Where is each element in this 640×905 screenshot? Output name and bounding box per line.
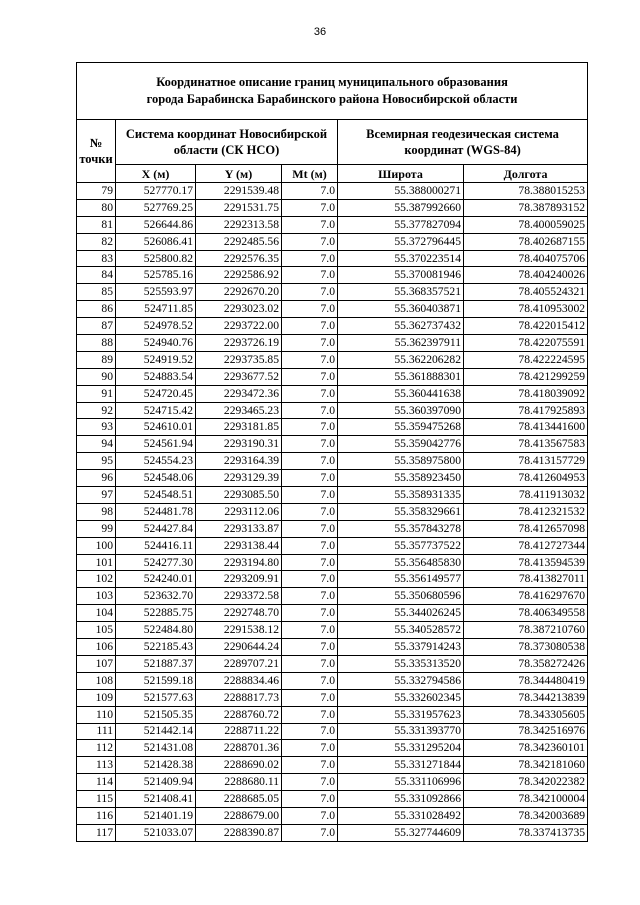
y-cell: 2292576.35 [196, 250, 282, 267]
y-cell: 2292485.56 [196, 233, 282, 250]
point-number-cell: 107 [77, 655, 116, 672]
table-row [77, 385, 588, 402]
longitude-cell: 78.342181060 [464, 757, 588, 774]
mt-cell: 7.0 [282, 706, 338, 723]
latitude-cell: 55.331271844 [338, 757, 464, 774]
mt-cell: 7.0 [282, 807, 338, 824]
latitude-cell: 55.360403871 [338, 301, 464, 318]
mt-cell: 7.0 [282, 588, 338, 605]
y-cell: 2288701.36 [196, 740, 282, 757]
x-cell: 524940.76 [116, 335, 196, 352]
latitude-cell: 55.331028492 [338, 807, 464, 824]
y-cell: 2288834.46 [196, 672, 282, 689]
latitude-cell: 55.358975800 [338, 453, 464, 470]
point-number-cell: 94 [77, 436, 116, 453]
local-system-header: Система координат Новосибирской области (СК НСО) [116, 120, 338, 165]
latitude-cell: 55.335313520 [338, 655, 464, 672]
table-row [77, 233, 588, 250]
mt-cell: 7.0 [282, 740, 338, 757]
mt-cell: 7.0 [282, 470, 338, 487]
longitude-cell: 78.402687155 [464, 233, 588, 250]
mt-cell: 7.0 [282, 250, 338, 267]
x-cell: 525785.16 [116, 267, 196, 284]
longitude-cell: 78.404075706 [464, 250, 588, 267]
mt-cell: 7.0 [282, 183, 338, 200]
table-body [77, 183, 588, 842]
latitude-header: Широта [338, 165, 464, 183]
y-cell: 2293726.19 [196, 335, 282, 352]
point-number-cell: 82 [77, 233, 116, 250]
latitude-cell: 55.331106996 [338, 774, 464, 791]
latitude-cell: 55.360441638 [338, 385, 464, 402]
world-system-header: Всемирная геодезическая система координат (WGS-84) [338, 120, 588, 165]
point-number-cell: 87 [77, 318, 116, 335]
table-title [77, 63, 588, 120]
x-cell: 524720.45 [116, 385, 196, 402]
mt-cell: 7.0 [282, 622, 338, 639]
latitude-cell: 55.331295204 [338, 740, 464, 757]
y-cell: 2291539.48 [196, 183, 282, 200]
y-cell: 2292586.92 [196, 267, 282, 284]
longitude-cell: 78.342003689 [464, 807, 588, 824]
longitude-cell: 78.411913032 [464, 487, 588, 504]
longitude-cell: 78.404240026 [464, 267, 588, 284]
point-number-cell: 113 [77, 757, 116, 774]
mt-cell: 7.0 [282, 639, 338, 656]
point-number-header-line-2: точки [79, 152, 113, 166]
mt-cell: 7.0 [282, 233, 338, 250]
x-cell: 524554.23 [116, 453, 196, 470]
latitude-cell: 55.356149577 [338, 571, 464, 588]
longitude-cell: 78.337413735 [464, 824, 588, 841]
point-number-cell: 86 [77, 301, 116, 318]
point-number-cell: 112 [77, 740, 116, 757]
table-row [77, 622, 588, 639]
mt-cell: 7.0 [282, 385, 338, 402]
mt-cell: 7.0 [282, 672, 338, 689]
table-row [77, 520, 588, 537]
point-number-cell: 100 [77, 537, 116, 554]
x-cell: 521408.41 [116, 791, 196, 808]
longitude-cell: 78.342022382 [464, 774, 588, 791]
y-cell: 2293138.44 [196, 537, 282, 554]
longitude-cell: 78.413594539 [464, 554, 588, 571]
table-row [77, 487, 588, 504]
y-cell: 2292670.20 [196, 284, 282, 301]
point-number-cell: 92 [77, 402, 116, 419]
mt-cell: 7.0 [282, 554, 338, 571]
longitude-cell: 78.413827011 [464, 571, 588, 588]
latitude-cell: 55.332602345 [338, 689, 464, 706]
x-cell: 521033.07 [116, 824, 196, 841]
x-cell: 521505.35 [116, 706, 196, 723]
x-cell: 521599.18 [116, 672, 196, 689]
table-row [77, 351, 588, 368]
x-cell: 524481.78 [116, 503, 196, 520]
point-number-cell: 83 [77, 250, 116, 267]
table-row [77, 740, 588, 757]
latitude-cell: 55.331092866 [338, 791, 464, 808]
longitude-cell: 78.422224595 [464, 351, 588, 368]
mt-cell: 7.0 [282, 757, 338, 774]
table-row [77, 672, 588, 689]
longitude-cell: 78.342100004 [464, 791, 588, 808]
x-cell: 524548.51 [116, 487, 196, 504]
table-row [77, 824, 588, 841]
latitude-cell: 55.387992660 [338, 199, 464, 216]
y-cell: 2293194.80 [196, 554, 282, 571]
table-row [77, 436, 588, 453]
x-cell: 525800.82 [116, 250, 196, 267]
longitude-cell: 78.412727344 [464, 537, 588, 554]
point-number-cell: 98 [77, 503, 116, 520]
x-cell: 524715.42 [116, 402, 196, 419]
table-row [77, 807, 588, 824]
y-header: Y (м) [196, 165, 282, 183]
longitude-cell: 78.373080538 [464, 639, 588, 656]
point-number-cell: 95 [77, 453, 116, 470]
point-number-cell: 106 [77, 639, 116, 656]
table-row [77, 639, 588, 656]
latitude-cell: 55.356485830 [338, 554, 464, 571]
point-number-cell: 81 [77, 216, 116, 233]
y-cell: 2288817.73 [196, 689, 282, 706]
x-cell: 527769.25 [116, 199, 196, 216]
x-cell: 521428.38 [116, 757, 196, 774]
y-cell: 2288760.72 [196, 706, 282, 723]
latitude-cell: 55.337914243 [338, 639, 464, 656]
longitude-cell: 78.406349558 [464, 605, 588, 622]
latitude-cell: 55.361888301 [338, 368, 464, 385]
point-number-cell: 85 [77, 284, 116, 301]
page-number: 36 [313, 26, 327, 38]
title-line-2: города Барабинска Барабинского района Новосибирской области [146, 92, 518, 106]
longitude-cell: 78.412604953 [464, 470, 588, 487]
longitude-cell: 78.421299259 [464, 368, 588, 385]
point-number-cell: 80 [77, 199, 116, 216]
x-cell: 521442.14 [116, 723, 196, 740]
x-cell: 524416.11 [116, 537, 196, 554]
y-cell: 2293112.06 [196, 503, 282, 520]
x-cell: 523632.70 [116, 588, 196, 605]
latitude-cell: 55.360397090 [338, 402, 464, 419]
y-cell: 2293735.85 [196, 351, 282, 368]
mt-cell: 7.0 [282, 453, 338, 470]
latitude-cell: 55.359475268 [338, 419, 464, 436]
mt-cell: 7.0 [282, 267, 338, 284]
table-row [77, 774, 588, 791]
longitude-cell: 78.358272426 [464, 655, 588, 672]
point-number-cell: 84 [77, 267, 116, 284]
y-cell: 2293472.36 [196, 385, 282, 402]
longitude-cell: 78.413157729 [464, 453, 588, 470]
x-cell: 524561.94 [116, 436, 196, 453]
x-cell: 524610.01 [116, 419, 196, 436]
mt-cell: 7.0 [282, 419, 338, 436]
x-cell: 522185.43 [116, 639, 196, 656]
x-cell: 527770.17 [116, 183, 196, 200]
table-row [77, 588, 588, 605]
y-cell: 2288390.87 [196, 824, 282, 841]
longitude-cell: 78.422075591 [464, 335, 588, 352]
longitude-cell: 78.413567583 [464, 436, 588, 453]
mt-cell: 7.0 [282, 791, 338, 808]
mt-cell: 7.0 [282, 503, 338, 520]
mt-cell: 7.0 [282, 774, 338, 791]
point-number-cell: 93 [77, 419, 116, 436]
latitude-cell: 55.362206282 [338, 351, 464, 368]
x-cell: 521887.37 [116, 655, 196, 672]
point-number-cell: 102 [77, 571, 116, 588]
latitude-cell: 55.331393770 [338, 723, 464, 740]
point-number-cell: 101 [77, 554, 116, 571]
x-cell: 524548.06 [116, 470, 196, 487]
latitude-cell: 55.362737432 [338, 318, 464, 335]
mt-cell: 7.0 [282, 351, 338, 368]
y-cell: 2291531.75 [196, 199, 282, 216]
mt-cell: 7.0 [282, 605, 338, 622]
latitude-cell: 55.357737522 [338, 537, 464, 554]
point-number-cell: 114 [77, 774, 116, 791]
x-cell: 524427.84 [116, 520, 196, 537]
mt-cell: 7.0 [282, 402, 338, 419]
point-number-cell: 104 [77, 605, 116, 622]
longitude-cell: 78.342360101 [464, 740, 588, 757]
latitude-cell: 55.362397911 [338, 335, 464, 352]
longitude-cell: 78.416297670 [464, 588, 588, 605]
latitude-cell: 55.350680596 [338, 588, 464, 605]
x-cell: 521431.08 [116, 740, 196, 757]
latitude-cell: 55.344026245 [338, 605, 464, 622]
point-number-cell: 79 [77, 183, 116, 200]
y-cell: 2293465.23 [196, 402, 282, 419]
y-cell: 2292313.58 [196, 216, 282, 233]
mt-cell: 7.0 [282, 199, 338, 216]
x-cell: 521409.94 [116, 774, 196, 791]
x-cell: 526644.86 [116, 216, 196, 233]
mt-cell: 7.0 [282, 655, 338, 672]
table-row [77, 757, 588, 774]
latitude-cell: 55.327744609 [338, 824, 464, 841]
table-row [77, 250, 588, 267]
coordinates-table [76, 62, 588, 842]
y-cell: 2290644.24 [196, 639, 282, 656]
longitude-cell: 78.422015412 [464, 318, 588, 335]
longitude-cell: 78.413441600 [464, 419, 588, 436]
longitude-header: Долгота [464, 165, 588, 183]
table-row [77, 706, 588, 723]
table-row [77, 537, 588, 554]
x-cell: 522484.80 [116, 622, 196, 639]
x-cell: 526086.41 [116, 233, 196, 250]
table-row [77, 402, 588, 419]
y-cell: 2293190.31 [196, 436, 282, 453]
table-row [77, 419, 588, 436]
y-cell: 2289707.21 [196, 655, 282, 672]
latitude-cell: 55.388000271 [338, 183, 464, 200]
y-cell: 2293181.85 [196, 419, 282, 436]
table-row [77, 723, 588, 740]
y-cell: 2293133.87 [196, 520, 282, 537]
longitude-cell: 78.412657098 [464, 520, 588, 537]
point-number-cell: 90 [77, 368, 116, 385]
latitude-cell: 55.370081946 [338, 267, 464, 284]
table-row [77, 791, 588, 808]
latitude-cell: 55.368357521 [338, 284, 464, 301]
mt-cell: 7.0 [282, 520, 338, 537]
point-number-cell: 108 [77, 672, 116, 689]
longitude-cell: 78.342516976 [464, 723, 588, 740]
longitude-cell: 78.387210760 [464, 622, 588, 639]
x-cell: 524919.52 [116, 351, 196, 368]
mt-header: Mt (м) [282, 165, 338, 183]
table-row [77, 554, 588, 571]
y-cell: 2293023.02 [196, 301, 282, 318]
table-row [77, 368, 588, 385]
latitude-cell: 55.358329661 [338, 503, 464, 520]
y-cell: 2293164.39 [196, 453, 282, 470]
point-number-cell: 103 [77, 588, 116, 605]
mt-cell: 7.0 [282, 301, 338, 318]
longitude-cell: 78.387893152 [464, 199, 588, 216]
y-cell: 2288679.00 [196, 807, 282, 824]
latitude-cell: 55.372796445 [338, 233, 464, 250]
table-row [77, 605, 588, 622]
latitude-cell: 55.358923450 [338, 470, 464, 487]
x-header: X (м) [116, 165, 196, 183]
table-row [77, 216, 588, 233]
x-cell: 522885.75 [116, 605, 196, 622]
mt-cell: 7.0 [282, 571, 338, 588]
mt-cell: 7.0 [282, 284, 338, 301]
latitude-cell: 55.377827094 [338, 216, 464, 233]
table-row [77, 655, 588, 672]
y-cell: 2293209.91 [196, 571, 282, 588]
y-cell: 2293085.50 [196, 487, 282, 504]
latitude-cell: 55.357843278 [338, 520, 464, 537]
x-cell: 524978.52 [116, 318, 196, 335]
longitude-cell: 78.417925893 [464, 402, 588, 419]
x-cell: 524883.54 [116, 368, 196, 385]
y-cell: 2288711.22 [196, 723, 282, 740]
point-number-cell: 96 [77, 470, 116, 487]
point-number-cell: 91 [77, 385, 116, 402]
mt-cell: 7.0 [282, 368, 338, 385]
mt-cell: 7.0 [282, 436, 338, 453]
latitude-cell: 55.358931335 [338, 487, 464, 504]
y-cell: 2292748.70 [196, 605, 282, 622]
table-row [77, 470, 588, 487]
x-cell: 521577.63 [116, 689, 196, 706]
y-cell: 2293129.39 [196, 470, 282, 487]
latitude-cell: 55.359042776 [338, 436, 464, 453]
mt-cell: 7.0 [282, 689, 338, 706]
mt-cell: 7.0 [282, 335, 338, 352]
y-cell: 2288690.02 [196, 757, 282, 774]
y-cell: 2293722.00 [196, 318, 282, 335]
point-number-cell: 110 [77, 706, 116, 723]
y-cell: 2293372.58 [196, 588, 282, 605]
y-cell: 2288685.05 [196, 791, 282, 808]
longitude-cell: 78.405524321 [464, 284, 588, 301]
mt-cell: 7.0 [282, 723, 338, 740]
longitude-cell: 78.410953002 [464, 301, 588, 318]
table-row [77, 301, 588, 318]
longitude-cell: 78.343305605 [464, 706, 588, 723]
longitude-cell: 78.344213839 [464, 689, 588, 706]
mt-cell: 7.0 [282, 537, 338, 554]
longitude-cell: 78.344480419 [464, 672, 588, 689]
latitude-cell: 55.331957623 [338, 706, 464, 723]
mt-cell: 7.0 [282, 318, 338, 335]
point-number-cell: 111 [77, 723, 116, 740]
y-cell: 2288680.11 [196, 774, 282, 791]
y-cell: 2293677.52 [196, 368, 282, 385]
mt-cell: 7.0 [282, 216, 338, 233]
table-row [77, 453, 588, 470]
latitude-cell: 55.340528572 [338, 622, 464, 639]
point-number-cell: 117 [77, 824, 116, 841]
point-number-cell: 88 [77, 335, 116, 352]
point-number-header-line-1: № [89, 136, 103, 150]
x-cell: 524240.01 [116, 571, 196, 588]
x-cell: 521401.19 [116, 807, 196, 824]
point-number-cell: 109 [77, 689, 116, 706]
table-row [77, 267, 588, 284]
longitude-cell: 78.388015253 [464, 183, 588, 200]
mt-cell: 7.0 [282, 824, 338, 841]
longitude-cell: 78.418039092 [464, 385, 588, 402]
table-row [77, 284, 588, 301]
table-row [77, 183, 588, 200]
longitude-cell: 78.412321532 [464, 503, 588, 520]
point-number-cell: 89 [77, 351, 116, 368]
table-row [77, 571, 588, 588]
x-cell: 524277.30 [116, 554, 196, 571]
latitude-cell: 55.370223514 [338, 250, 464, 267]
table-row [77, 503, 588, 520]
title-line-1: Координатное описание границ муниципального образования [156, 75, 508, 89]
point-number-cell: 99 [77, 520, 116, 537]
point-number-header [77, 120, 116, 183]
table-row [77, 199, 588, 216]
y-cell: 2291538.12 [196, 622, 282, 639]
mt-cell: 7.0 [282, 487, 338, 504]
table-row [77, 318, 588, 335]
point-number-cell: 116 [77, 807, 116, 824]
table-row [77, 689, 588, 706]
table-row [77, 335, 588, 352]
x-cell: 525593.97 [116, 284, 196, 301]
point-number-cell: 97 [77, 487, 116, 504]
point-number-cell: 115 [77, 791, 116, 808]
x-cell: 524711.85 [116, 301, 196, 318]
longitude-cell: 78.400059025 [464, 216, 588, 233]
latitude-cell: 55.332794586 [338, 672, 464, 689]
point-number-cell: 105 [77, 622, 116, 639]
